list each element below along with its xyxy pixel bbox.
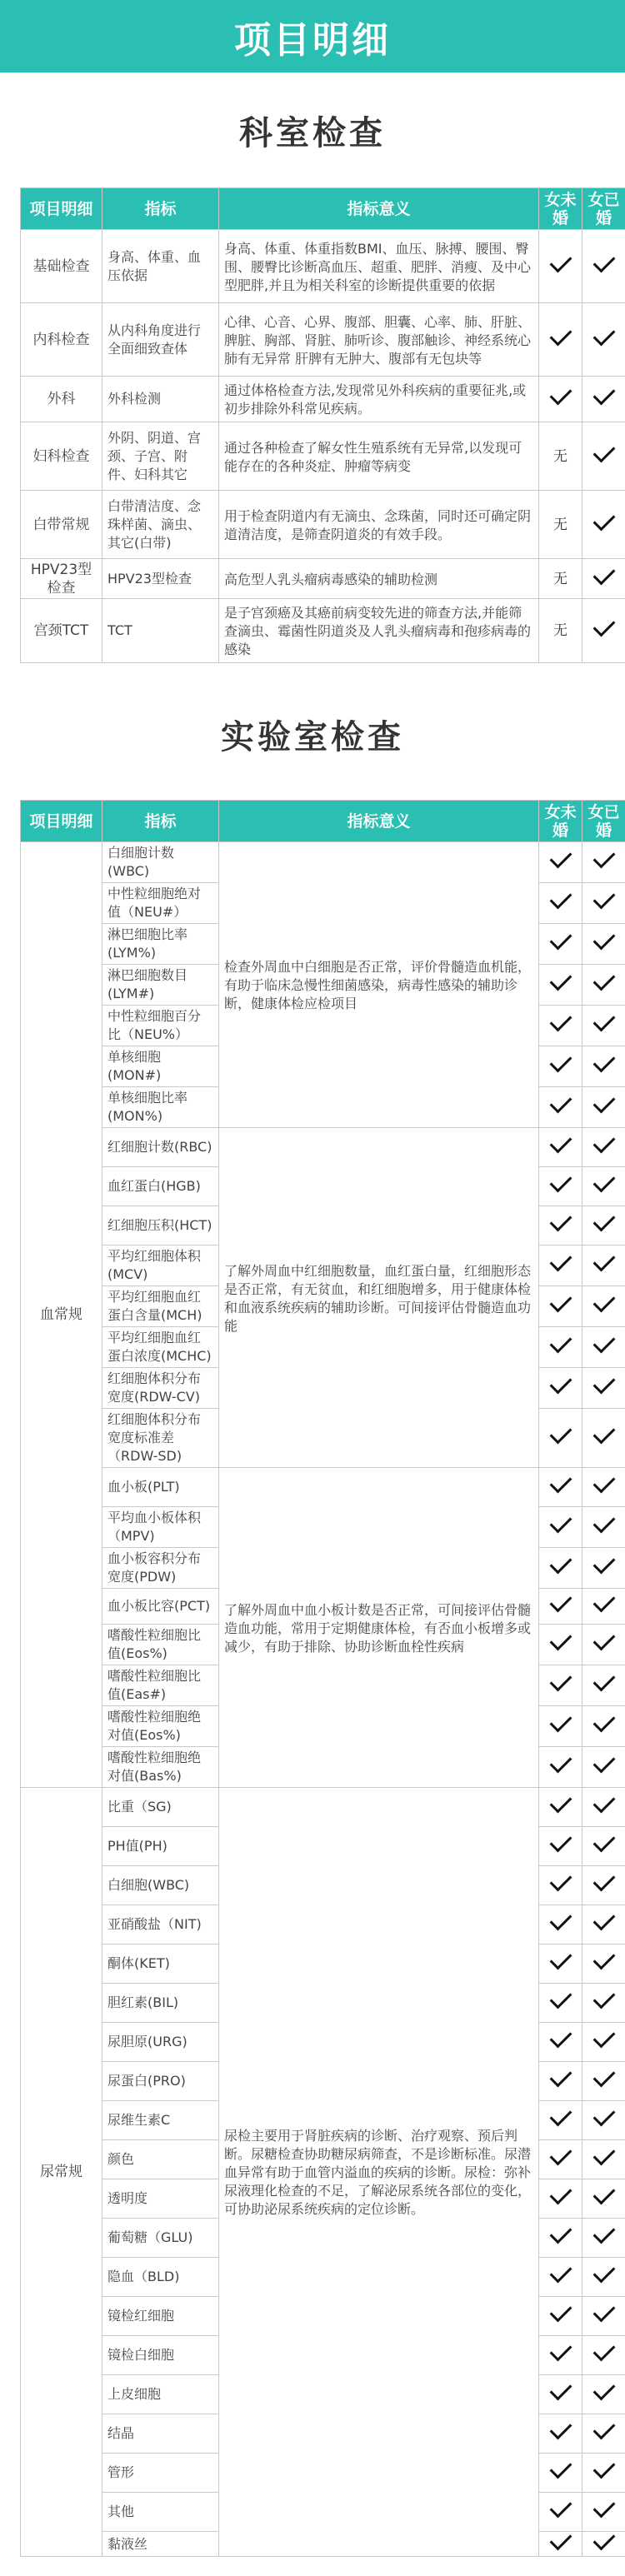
- row-unmarried-mark: [539, 422, 582, 491]
- row-married-mark: [582, 2375, 625, 2414]
- lab-indicator: 镜检白细胞: [102, 2336, 219, 2375]
- row-unmarried-mark: [539, 2414, 582, 2454]
- checkmark-icon: [592, 2104, 615, 2127]
- lab-indicator: 尿胆原(URG): [102, 2023, 219, 2062]
- row-married-mark: [582, 1827, 625, 1866]
- lab-indicator: 尿维生素C: [102, 2101, 219, 2140]
- checkmark-icon: [592, 1091, 615, 1114]
- row-married-mark: [582, 2140, 625, 2179]
- row-married-mark: [582, 2062, 625, 2101]
- checkmark-icon: [592, 440, 615, 462]
- dept-row: [21, 422, 625, 491]
- checkmark-icon: [549, 1331, 572, 1354]
- page-title-banner: [0, 0, 625, 72]
- row-married-mark: [582, 1087, 625, 1128]
- row-meaning: 是子宫颈癌及其癌前病变较先进的筛查方法,并能筛查滴虫、霉菌性阴道炎及人乳头瘤病毒和孢疹病毒的感染: [219, 599, 539, 663]
- checkmark-icon: [549, 1010, 572, 1032]
- row-married-mark: [582, 2101, 625, 2140]
- row-project: 妇科检查: [21, 422, 102, 491]
- dept-table-header: [21, 188, 625, 230]
- checkmark-icon: [592, 2457, 615, 2479]
- checkmark-icon: [549, 1422, 572, 1445]
- checkmark-icon: [592, 2222, 615, 2244]
- dept-section-title: 科室检查: [239, 114, 386, 152]
- row-married-mark: [582, 1905, 625, 1944]
- row-unmarried-mark: [539, 1046, 582, 1087]
- lab-indicator: 平均红细胞血红蛋白浓度(MCHC): [102, 1327, 219, 1368]
- row-project: 内科检查: [21, 303, 102, 377]
- lab-indicator: 红细胞计数(RBC): [102, 1128, 219, 1167]
- row-unmarried-mark: [539, 1006, 582, 1046]
- checkmark-icon: [549, 1751, 572, 1774]
- lab-table-header: [21, 801, 625, 842]
- row-unmarried-mark: [539, 2336, 582, 2375]
- row-meaning: 身高、体重、体重指数BMI、血压、脉搏、腰围、臀围、腰臀比诊断高血压、超重、肥胖、消瘦、及中心型肥胖,并且为相关科室的诊断提供重要的依据: [219, 230, 539, 303]
- row-married-mark: [582, 1006, 625, 1046]
- checkmark-icon: [549, 1791, 572, 1814]
- page-title: 项目明细: [234, 18, 391, 62]
- row-unmarried-mark: [539, 559, 582, 599]
- checkmark-icon: [592, 615, 615, 637]
- group-project: 尿常规: [21, 1788, 102, 2557]
- row-meaning: 用于检查阴道内有无滴虫、念珠菌，同时还可确定阴道清洁度，是筛查阴道炎的有效手段。: [219, 491, 539, 559]
- row-married-mark: [582, 883, 625, 924]
- row-project: HPV23型检查: [21, 559, 102, 599]
- lab-indicator: 颜色: [102, 2140, 219, 2179]
- checkmark-icon: [592, 1830, 615, 1853]
- row-married-mark: [582, 559, 625, 599]
- row-project: 白带常规: [21, 491, 102, 559]
- header-project: 项目明细: [21, 188, 102, 230]
- lab-indicator: 红细胞压积(HCT): [102, 1206, 219, 1246]
- checkmark-icon: [549, 1471, 572, 1494]
- row-married-mark: [582, 1128, 625, 1167]
- lab-row: [21, 1128, 625, 1167]
- row-married-mark: [582, 2297, 625, 2336]
- row-married-mark: [582, 1327, 625, 1368]
- checkmark-icon: [592, 1987, 615, 2009]
- checkmark-icon: [592, 1909, 615, 1931]
- row-married-mark: [582, 2258, 625, 2297]
- checkmark-icon: [592, 1552, 615, 1575]
- lab-meaning: 尿检主要用于肾脏疾病的诊断、治疗观察、预后判断。尿糖检查协助糖尿病筛查，不是诊断标准。尿潜血异常有助于血管内溢血的疾病的诊断。尿检：弥补尿液理化检查的不足，了解泌尿系统各部位的变化，可协助泌尿系统疾病的定位诊断。: [219, 1788, 539, 2557]
- lab-row: [21, 1468, 625, 1507]
- lab-indicator: 胆红素(BIL): [102, 1984, 219, 2023]
- dept-row: [21, 599, 625, 663]
- row-married-mark: [582, 2023, 625, 2062]
- row-unmarried-mark: [539, 1327, 582, 1368]
- row-married-mark: [582, 1167, 625, 1206]
- checkmark-icon: [549, 1590, 572, 1613]
- checkmark-icon: [549, 1552, 572, 1575]
- checkmark-icon: [549, 1250, 572, 1272]
- lab-indicator: 酮体(KET): [102, 1944, 219, 1984]
- dept-row: [21, 491, 625, 559]
- checkmark-icon: [549, 1670, 572, 1692]
- row-married-mark: [582, 303, 625, 377]
- checkmark-icon: [592, 887, 615, 910]
- row-indicator: 白带清洁度、念珠样菌、滴虫、其它(白带): [102, 491, 219, 559]
- row-indicator: HPV23型检查: [102, 559, 219, 599]
- row-indicator: 身高、体重、血压依据: [102, 230, 219, 303]
- lab-indicator: 血红蛋白(HGB): [102, 1167, 219, 1206]
- row-married-mark: [582, 1548, 625, 1589]
- row-married-mark: [582, 1788, 625, 1827]
- row-married-mark: [582, 230, 625, 303]
- row-unmarried-mark: [539, 2140, 582, 2179]
- checkmark-icon: [549, 1290, 572, 1313]
- row-unmarried-mark: [539, 1944, 582, 1984]
- checkmark-icon: [549, 250, 572, 272]
- row-married-mark: [582, 1984, 625, 2023]
- checkmark-icon: [592, 323, 615, 346]
- lab-indicator: 嗜酸性粒细胞绝对值(Eos%): [102, 1706, 219, 1747]
- none-label: 无: [553, 570, 568, 587]
- checkmark-icon: [592, 508, 615, 531]
- lab-indicator: 上皮细胞: [102, 2375, 219, 2414]
- checkmark-icon: [549, 887, 572, 910]
- header-meaning: 指标意义: [219, 801, 539, 842]
- checkmark-icon: [592, 1751, 615, 1774]
- dept-row: [21, 559, 625, 599]
- checkmark-icon: [592, 928, 615, 951]
- row-meaning: 通过各种检查了解女性生殖系统有无异常,以发现可能存在的各种炎症、肿瘤等病变: [219, 422, 539, 491]
- checkmark-icon: [549, 383, 572, 406]
- dept-table: [20, 187, 625, 663]
- row-unmarried-mark: [539, 1409, 582, 1468]
- row-married-mark: [582, 1368, 625, 1409]
- lab-indicator: 葡萄糖（GLU): [102, 2219, 219, 2258]
- row-married-mark: [582, 1589, 625, 1625]
- lab-indicator: 中性粒细胞百分比（NEU%）: [102, 1006, 219, 1046]
- row-unmarried-mark: [539, 1706, 582, 1747]
- row-married-mark: [582, 1046, 625, 1087]
- checkmark-icon: [549, 1511, 572, 1534]
- row-indicator: 从内科角度进行全面细致查体: [102, 303, 219, 377]
- checkmark-icon: [549, 1948, 572, 1970]
- lab-indicator: 血小板比容(PCT): [102, 1589, 219, 1625]
- row-married-mark: [582, 924, 625, 965]
- row-unmarried-mark: [539, 883, 582, 924]
- checkmark-icon: [592, 2026, 615, 2049]
- row-unmarried-mark: [539, 1625, 582, 1665]
- dept-row: [21, 303, 625, 377]
- row-unmarried-mark: [539, 1665, 582, 1706]
- checkmark-icon: [592, 1372, 615, 1395]
- checkmark-icon: [592, 846, 615, 869]
- lab-indicator: 淋巴细胞数目(LYM#): [102, 965, 219, 1006]
- row-married-mark: [582, 1747, 625, 1788]
- row-unmarried-mark: [539, 1548, 582, 1589]
- row-unmarried-mark: [539, 2375, 582, 2414]
- row-married-mark: [582, 1944, 625, 1984]
- header-female-married: 女已婚: [582, 188, 625, 230]
- row-married-mark: [582, 491, 625, 559]
- row-unmarried-mark: [539, 2493, 582, 2532]
- checkmark-icon: [592, 1010, 615, 1032]
- checkmark-icon: [592, 383, 615, 406]
- checkmark-icon: [549, 1051, 572, 1073]
- lab-indicator: 单核细胞比率(MON%): [102, 1087, 219, 1128]
- checkmark-icon: [592, 1422, 615, 1445]
- checkmark-icon: [592, 1171, 615, 1193]
- checkmark-icon: [592, 2300, 615, 2323]
- row-married-mark: [582, 842, 625, 883]
- checkmark-icon: [592, 1670, 615, 1692]
- row-married-mark: [582, 1206, 625, 1246]
- row-unmarried-mark: [539, 1468, 582, 1507]
- checkmark-icon: [549, 323, 572, 346]
- row-married-mark: [582, 965, 625, 1006]
- row-married-mark: [582, 1409, 625, 1468]
- row-unmarried-mark: [539, 491, 582, 559]
- lab-indicator: 镜检红细胞: [102, 2297, 219, 2336]
- lab-indicator: 隐血（BLD): [102, 2258, 219, 2297]
- checkmark-icon: [592, 2528, 615, 2550]
- row-married-mark: [582, 377, 625, 422]
- row-unmarried-mark: [539, 2179, 582, 2219]
- lab-indicator: 嗜酸性粒细胞绝对值(Bas%): [102, 1747, 219, 1788]
- checkmark-icon: [592, 1051, 615, 1073]
- row-married-mark: [582, 2454, 625, 2493]
- lab-indicator: PH值(PH): [102, 1827, 219, 1866]
- checkmark-icon: [592, 1870, 615, 1892]
- row-married-mark: [582, 2219, 625, 2258]
- row-unmarried-mark: [539, 1246, 582, 1286]
- row-meaning: 通过体格检查方法,发现常见外科疾病的重要征兆,或初步排除外科常见疾病。: [219, 377, 539, 422]
- lab-indicator: 亚硝酸盐（NIT): [102, 1905, 219, 1944]
- lab-indicator: 血小板(PLT): [102, 1468, 219, 1507]
- dept-row: [21, 230, 625, 303]
- checkmark-icon: [592, 562, 615, 585]
- row-married-mark: [582, 1246, 625, 1286]
- dept-row: [21, 377, 625, 422]
- none-label: 无: [553, 447, 568, 465]
- row-unmarried-mark: [539, 2454, 582, 2493]
- checkmark-icon: [549, 2379, 572, 2401]
- row-unmarried-mark: [539, 2062, 582, 2101]
- row-unmarried-mark: [539, 230, 582, 303]
- checkmark-icon: [549, 2457, 572, 2479]
- checkmark-icon: [549, 1091, 572, 1114]
- lab-meaning: 检查外周血中白细胞是否正常，评价骨髓造血机能，有助于临床急慢性细菌感染，病毒性感染的辅助诊断，健康体检应检项目: [219, 842, 539, 1128]
- lab-meaning: 了解外周血中血小板计数是否正常，可间接评估骨髓造血功能，常用于定期健康体检，有否血小板增多或减少，有助于排除、协助诊断血栓性疾病: [219, 1468, 539, 1788]
- row-project: 基础检查: [21, 230, 102, 303]
- checkmark-icon: [549, 1830, 572, 1853]
- row-unmarried-mark: [539, 2258, 582, 2297]
- row-married-mark: [582, 422, 625, 491]
- checkmark-icon: [592, 1290, 615, 1313]
- checkmark-icon: [592, 2261, 615, 2284]
- row-unmarried-mark: [539, 1788, 582, 1827]
- checkmark-icon: [592, 1590, 615, 1613]
- checkmark-icon: [592, 969, 615, 991]
- row-unmarried-mark: [539, 924, 582, 965]
- lab-indicator: 黏液丝: [102, 2532, 219, 2557]
- row-meaning: 高危型人乳头瘤病毒感染的辅助检测: [219, 559, 539, 599]
- header-female-unmarried: 女未婚: [539, 188, 582, 230]
- row-married-mark: [582, 2336, 625, 2375]
- row-unmarried-mark: [539, 1589, 582, 1625]
- checkmark-icon: [592, 1471, 615, 1494]
- checkmark-icon: [549, 2026, 572, 2049]
- checkmark-icon: [549, 2144, 572, 2166]
- none-label: 无: [553, 622, 568, 639]
- checkmark-icon: [549, 2222, 572, 2244]
- row-married-mark: [582, 2493, 625, 2532]
- checkmark-icon: [549, 1987, 572, 2009]
- checkmark-icon: [549, 1131, 572, 1154]
- row-project: 宫颈TCT: [21, 599, 102, 663]
- row-married-mark: [582, 1665, 625, 1706]
- checkmark-icon: [592, 1331, 615, 1354]
- lab-table: [20, 800, 625, 2557]
- row-married-mark: [582, 1468, 625, 1507]
- header-indicator: 指标: [102, 188, 219, 230]
- row-married-mark: [582, 599, 625, 663]
- lab-indicator: 淋巴细胞比率(LYM%): [102, 924, 219, 965]
- lab-indicator: 红细胞体积分布宽度标准差（RDW-SD): [102, 1409, 219, 1468]
- row-unmarried-mark: [539, 2023, 582, 2062]
- row-married-mark: [582, 2532, 625, 2557]
- checkmark-icon: [592, 1791, 615, 1814]
- lab-indicator: 结晶: [102, 2414, 219, 2454]
- lab-indicator: 嗜酸性粒细胞比值(Eas#): [102, 1665, 219, 1706]
- checkmark-icon: [549, 928, 572, 951]
- row-unmarried-mark: [539, 1368, 582, 1409]
- row-unmarried-mark: [539, 1507, 582, 1548]
- lab-indicator: 平均红细胞体积(MCV): [102, 1246, 219, 1286]
- lab-indicator: 透明度: [102, 2179, 219, 2219]
- header-female-unmarried: 女未婚: [539, 801, 582, 842]
- lab-indicator: 白细胞(WBC): [102, 1866, 219, 1905]
- lab-indicator: 平均红细胞血红蛋白含量(MCH): [102, 1286, 219, 1327]
- row-unmarried-mark: [539, 1286, 582, 1327]
- checkmark-icon: [592, 2183, 615, 2205]
- row-unmarried-mark: [539, 1206, 582, 1246]
- row-unmarried-mark: [539, 1827, 582, 1866]
- row-unmarried-mark: [539, 1167, 582, 1206]
- lab-indicator: 比重（SG): [102, 1788, 219, 1827]
- checkmark-icon: [592, 1710, 615, 1733]
- row-indicator: 外阴、阴道、宫颈、子宫、附件、妇科其它: [102, 422, 219, 491]
- row-married-mark: [582, 1625, 625, 1665]
- lab-indicator: 管形: [102, 2454, 219, 2493]
- checkmark-icon: [549, 2339, 572, 2362]
- checkmark-icon: [549, 2183, 572, 2205]
- checkmark-icon: [549, 846, 572, 869]
- row-unmarried-mark: [539, 965, 582, 1006]
- checkmark-icon: [549, 1909, 572, 1931]
- checkmark-icon: [549, 2496, 572, 2519]
- row-unmarried-mark: [539, 303, 582, 377]
- checkmark-icon: [592, 250, 615, 272]
- lab-indicator: 其他: [102, 2493, 219, 2532]
- checkmark-icon: [592, 1210, 615, 1232]
- checkmark-icon: [549, 1372, 572, 1395]
- row-meaning: 心律、心音、心界、腹部、胆囊、心率、肺、肝脏、脾脏、胸部、肾脏、肺听诊、腹部触诊、神经系统心肺有无异常 肝脾有无肿大、腹部有无包块等: [219, 303, 539, 377]
- row-indicator: TCT: [102, 599, 219, 663]
- row-married-mark: [582, 2414, 625, 2454]
- header-project: 项目明细: [21, 801, 102, 842]
- checkmark-icon: [592, 1948, 615, 1970]
- checkmark-icon: [592, 2418, 615, 2440]
- none-label: 无: [553, 516, 568, 533]
- checkmark-icon: [549, 969, 572, 991]
- row-project: 外科: [21, 377, 102, 422]
- row-unmarried-mark: [539, 2219, 582, 2258]
- lab-row: [21, 1788, 625, 1827]
- row-unmarried-mark: [539, 1984, 582, 2023]
- row-unmarried-mark: [539, 1866, 582, 1905]
- row-married-mark: [582, 1286, 625, 1327]
- row-married-mark: [582, 1507, 625, 1548]
- row-unmarried-mark: [539, 1087, 582, 1128]
- checkmark-icon: [592, 2065, 615, 2088]
- row-unmarried-mark: [539, 377, 582, 422]
- checkmark-icon: [549, 1710, 572, 1733]
- checkmark-icon: [549, 2300, 572, 2323]
- checkmark-icon: [592, 2379, 615, 2401]
- row-unmarried-mark: [539, 842, 582, 883]
- row-unmarried-mark: [539, 1128, 582, 1167]
- checkmark-icon: [549, 1171, 572, 1193]
- checkmark-icon: [592, 2496, 615, 2519]
- checkmark-icon: [549, 2104, 572, 2127]
- lab-indicator: 红细胞体积分布宽度(RDW-CV): [102, 1368, 219, 1409]
- checkmark-icon: [549, 2261, 572, 2284]
- checkmark-icon: [592, 1511, 615, 1534]
- row-unmarried-mark: [539, 599, 582, 663]
- lab-indicator: 嗜酸性粒细胞比值(Eos%): [102, 1625, 219, 1665]
- checkmark-icon: [549, 1210, 572, 1232]
- checkmark-icon: [549, 1870, 572, 1892]
- lab-indicator: 单核细胞(MON#): [102, 1046, 219, 1087]
- lab-indicator: 白细胞计数(WBC): [102, 842, 219, 883]
- lab-indicator: 血小板容积分布宽度(PDW): [102, 1548, 219, 1589]
- checkmark-icon: [549, 2418, 572, 2440]
- lab-row: [21, 842, 625, 883]
- group-project: 血常规: [21, 842, 102, 1788]
- lab-meaning: 了解外周血中红细胞数量，血红蛋白量，红细胞形态是否正常，有无贫血，和红细胞增多，用于健康体检和血液系统疾病的辅助诊断。可间接评估骨髓造血功能: [219, 1128, 539, 1468]
- checkmark-icon: [592, 1250, 615, 1272]
- checkmark-icon: [549, 2065, 572, 2088]
- row-married-mark: [582, 1866, 625, 1905]
- lab-indicator: 中性粒细胞绝对值（NEU#）: [102, 883, 219, 924]
- row-unmarried-mark: [539, 1747, 582, 1788]
- row-married-mark: [582, 1706, 625, 1747]
- checkmark-icon: [549, 1629, 572, 1651]
- row-unmarried-mark: [539, 1905, 582, 1944]
- checkmark-icon: [592, 1629, 615, 1651]
- header-meaning: 指标意义: [219, 188, 539, 230]
- checkmark-icon: [592, 2144, 615, 2166]
- header-female-married: 女已婚: [582, 801, 625, 842]
- row-unmarried-mark: [539, 2101, 582, 2140]
- lab-section-title: 实验室检查: [221, 718, 404, 756]
- row-unmarried-mark: [539, 2532, 582, 2557]
- row-married-mark: [582, 2179, 625, 2219]
- lab-indicator: 平均血小板体积（MPV): [102, 1507, 219, 1548]
- header-indicator: 指标: [102, 801, 219, 842]
- row-unmarried-mark: [539, 2297, 582, 2336]
- row-indicator: 外科检测: [102, 377, 219, 422]
- lab-indicator: 尿蛋白(PRO): [102, 2062, 219, 2101]
- checkmark-icon: [592, 2339, 615, 2362]
- checkmark-icon: [592, 1131, 615, 1154]
- checkmark-icon: [549, 2528, 572, 2550]
